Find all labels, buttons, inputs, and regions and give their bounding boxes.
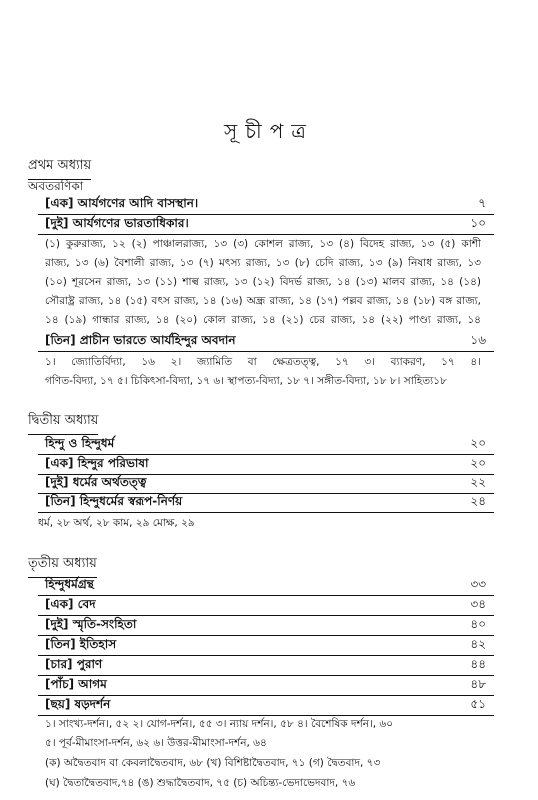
toc-entry-label: [দুই] স্মৃতি-সংহিতা	[45, 617, 137, 631]
chapter-1-heading: প্রথম অধ্যায়	[28, 156, 91, 177]
toc-entry[interactable]	[38, 435, 494, 455]
toc-entry[interactable]	[38, 616, 494, 636]
toc-entry-page: ২০	[470, 436, 486, 450]
chapter-1-intro: অবতরণিকা	[28, 179, 84, 193]
toc-entry-label: [এক] আর্যগণের আদি বাসস্থান।	[45, 196, 199, 210]
toc-detail-line: ধর্ম, ২৮ অর্থ, ২৮ কাম, ২৯ মোক্ষ, ২৯	[38, 517, 195, 529]
toc-entry-page: ২০	[470, 456, 486, 470]
toc-entry-label: [ছয়] ষড়দর্শন	[45, 697, 111, 711]
toc-entry-label: [পাঁচ] আগম	[45, 677, 107, 691]
toc-entry-label: [এক] হিন্দুর পরিভাষা	[45, 456, 149, 470]
toc-entry[interactable]	[38, 195, 494, 215]
toc-entry[interactable]	[38, 576, 494, 596]
chapter-2-heading: দ্বিতীয় অধ্যায়	[28, 411, 98, 432]
toc-entry-page: ১৬	[470, 333, 486, 347]
toc-entry-label: [তিন] হিন্দুধর্মের স্বরূপ-নির্ণয়	[45, 494, 183, 508]
toc-detail-line: (ঘ) দ্বৈতাদ্বৈতবাদ,৭৪ (ঙ) শুদ্ধাদ্বৈতবাদ, ৭৫ (চ) অচিন্ত্য-ভেদাভেদবাদ, ৭৬	[45, 777, 356, 789]
toc-entry-label: [এক] বেদ	[45, 597, 96, 611]
toc-entry-page: ২৪	[470, 494, 486, 508]
toc-entry-page: ৩৩	[470, 577, 486, 591]
toc-detail-line: (১) কুরুরাজ্য, ১২ (২) পাঞ্চালরাজ্য, ১৩ (৩) কোশল রাজ্য, ১৩ (৪) বিদেহ রাজ্য, ১৩ (৫) কাশী	[45, 238, 481, 250]
toc-entry[interactable]	[38, 636, 494, 656]
toc-detail-line: ১। জ্যোতির্বিদ্যা, ১৬ ২। জ্যামিতি বা ক্ষেত্রতত্ত্ব, ১৭ ৩। ব্যাকরণ, ১৭ ৪।	[45, 356, 481, 368]
toc-entry-page: ৪২	[470, 637, 486, 651]
toc-entry-page: ৪৮	[470, 677, 486, 691]
toc-entry[interactable]	[38, 493, 494, 513]
toc-entry[interactable]	[38, 455, 494, 475]
toc-entry-label: হিন্দুধর্মগ্রন্থ	[45, 577, 94, 591]
page-title: সূচীপত্র	[224, 119, 314, 143]
toc-entry-page: ৭	[478, 196, 486, 210]
toc-entry-label: [দুই] ধর্মের অর্থতত্ত্ব	[45, 475, 147, 489]
toc-detail-line: ৫। পূর্ব-মীমাংসা-দর্শন, ৬২ ৬। উত্তর-মীমাংসা-দর্শন, ৬৪	[45, 737, 267, 749]
toc-entry-page: ২২	[470, 475, 486, 489]
toc-entry[interactable]	[38, 596, 494, 616]
toc-entry[interactable]	[38, 676, 494, 696]
toc-entry[interactable]	[38, 474, 494, 494]
toc-entry-label: হিন্দু ও হিন্দুধর্ম	[45, 436, 115, 450]
toc-detail-line: গণিত-বিদ্যা, ১৭ ৫। চিকিৎসা-বিদ্যা, ১৭ ৬। স্থাপত্য-বিদ্যা, ১৮ ৭। সঙ্গীত-বিদ্যা, ১৮ ৮। সাহিত্য১৮	[45, 375, 447, 387]
toc-entry-page: ৩৪	[470, 597, 486, 611]
toc-entry-label: [চার] পুরাণ	[45, 657, 103, 671]
toc-entry-label: [তিন] ইতিহাস	[45, 637, 117, 651]
toc-entry-page: ৫১	[470, 697, 486, 711]
toc-entry-label: [দুই] আর্যগণের ভারতাধিকার।	[45, 216, 189, 230]
toc-entry[interactable]	[38, 332, 494, 352]
toc-detail-line: সৌরাষ্ট্র রাজ্য, ১৪ (১৫) বৎস রাজ্য, ১৪ (১৬) অন্ধ্র রাজ্য, ১৪ (১৭) পল্লব রাজ্য, ১৪ (১৮) বঙ্গ রাজ্য,	[45, 295, 481, 307]
toc-entry[interactable]	[38, 696, 494, 716]
toc-detail-line: ১৪ (১৯) গান্ধার রাজ্য, ১৪ (২০) কোল রাজ্য, ১৪ (২১) চের রাজ্য, ১৪ (২২) পাণ্ড্য রাজ্য, ১৪	[45, 314, 481, 326]
toc-entry-page: ৪০	[470, 617, 486, 631]
toc-entry-page: ১০	[470, 216, 486, 230]
toc-entry[interactable]	[38, 656, 494, 676]
toc-entry[interactable]	[38, 215, 494, 235]
toc-detail-line: রাজ্য, ১৩ (৬) বৈশালী রাজ্য, ১৩ (৭) মৎস্য রাজ্য, ১৩ (৮) চেদি রাজ্য, ১৩ (৯) নিষাধ রাজ্য, ১৩	[45, 257, 481, 269]
toc-entry-label: [তিন] প্রাচীন ভারতে আর্যহিন্দুর অবদান	[45, 333, 236, 347]
toc-entry-page: ৪৪	[470, 657, 486, 671]
toc-detail-line: (ক) অদ্বৈতবাদ বা কেবলাদ্বৈতবাদ, ৬৮ (খ) বিশিষ্টাদ্বৈতবাদ, ৭১ (গ) দ্বৈতবাদ, ৭৩	[45, 757, 381, 769]
chapter-3-heading: তৃতীয় অধ্যায়	[28, 554, 97, 575]
toc-detail-line: ১। সাংখ্য-দর্শন।, ৫২ ২। যোগ-দর্শন।, ৫৫ ৩। ন্যায় দর্শন।, ৫৮ ৪। বৈশেষিক দর্শন।, ৬০	[45, 718, 394, 730]
toc-detail-line: (১০) শূরসেন রাজ্য, ১৩ (১১) শাল্ব রাজ্য, ১৩ (১২) বিদর্ভ রাজ্য, ১৪ (১৩) মালব রাজ্য, ১৪ (১৪)	[45, 276, 481, 288]
